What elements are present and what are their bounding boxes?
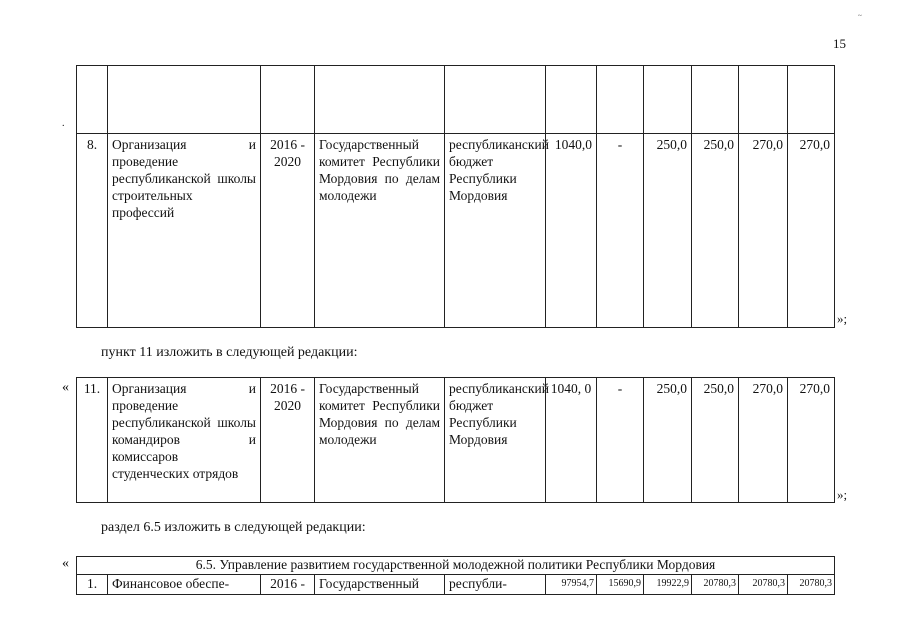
corner-mark: ~: [858, 12, 862, 20]
row-number: 1.: [77, 575, 108, 595]
funding-source: республи-: [445, 575, 546, 595]
value-2017: 250,0: [644, 134, 692, 328]
margin-dot: .: [62, 118, 65, 129]
event-name: Организация и проведение республиканской школы строительных профессий: [108, 134, 261, 328]
closing-quote: »;: [837, 487, 848, 502]
value-2016: -: [597, 378, 644, 503]
executor: Государственный комитет Республики Мордовия по делам молодежи: [315, 134, 445, 328]
section-heading: 6.5. Управление развитием государственной молодежной политики Республики Мордовия: [77, 557, 835, 575]
closing-quote: »;: [837, 311, 848, 326]
executor: Государственный: [315, 575, 445, 595]
value-2017: 19922,9: [644, 575, 692, 595]
instruction-paragraph: раздел 6.5 изложить в следующей редакции:: [101, 520, 366, 535]
instruction-paragraph: пункт 11 изложить в следующей редакции:: [101, 345, 358, 360]
table-row-8: [76, 65, 835, 328]
value-2019: 270,0: [739, 378, 788, 503]
years: 2016 - 2020: [261, 378, 315, 503]
opening-quote: «: [62, 556, 69, 571]
value-2020: 270,0: [788, 134, 835, 328]
opening-quote: «: [62, 380, 69, 395]
section-heading-row: [77, 557, 835, 575]
event-name: Организация и проведение республиканской школы командиров и комиссаров студенческих отрядов: [108, 378, 261, 503]
value-2018: 250,0: [692, 134, 739, 328]
value-2016: 15690,9: [597, 575, 644, 595]
years: 2016 - 2020: [261, 134, 315, 328]
value-2019: 20780,3: [739, 575, 788, 595]
value-2019: 270,0: [739, 134, 788, 328]
table-row: [77, 575, 835, 595]
executor: Государственный комитет Республики Мордовия по делам молодежи: [315, 378, 445, 503]
value-2020: 270,0: [788, 378, 835, 503]
row-number: 11.: [77, 378, 108, 503]
total-value: 1040, 0: [546, 378, 597, 503]
table-row-empty: [77, 66, 835, 134]
event-name: Финансовое обеспе-: [108, 575, 261, 595]
total-value: 1040,0: [546, 134, 597, 328]
value-2017: 250,0: [644, 378, 692, 503]
table-row: [77, 134, 835, 328]
table-row-11: [76, 377, 835, 503]
funding-source: республиканский бюджет Республики Мордовия: [445, 378, 546, 503]
page-number: 15: [833, 36, 846, 51]
total-value: 97954,7: [546, 575, 597, 595]
funding-source: республиканский бюджет Республики Мордовия: [445, 134, 546, 328]
section-table: [76, 556, 835, 595]
table-row: [77, 378, 835, 503]
value-2018: 20780,3: [692, 575, 739, 595]
years: 2016 -: [261, 575, 315, 595]
value-2020: 20780,3: [788, 575, 835, 595]
value-2018: 250,0: [692, 378, 739, 503]
row-number: 8.: [77, 134, 108, 328]
value-2016: -: [597, 134, 644, 328]
